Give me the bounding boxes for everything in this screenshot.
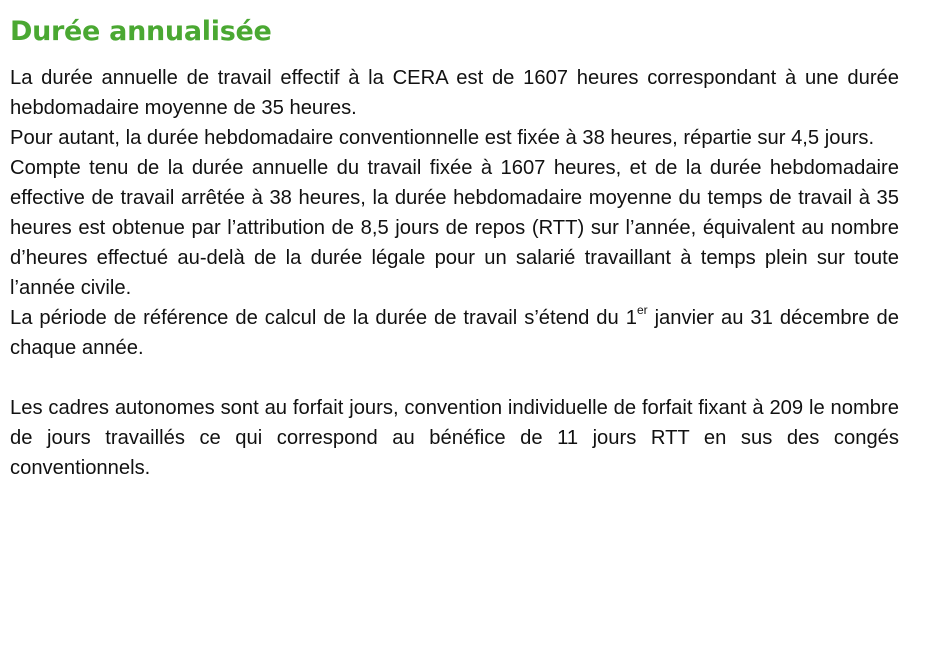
paragraph-conventional-duration: Pour autant, la durée hebdomadaire conventionnelle est fixée à 38 heures, répartie sur 4,5 jours.: [10, 127, 875, 149]
paragraph-annual-duration: La durée annuelle de travail effectif à la CERA est de 1607 heures correspondant à une durée hebdomadaire moyenne de 35 heures.: [10, 67, 899, 119]
paragraph-cadres-forfait: Les cadres autonomes sont au forfait jours, convention individuelle de forfait fixant à 209 le nombre de jours travaillés ce qui correspond au bénéfice de 11 jours RTT en sus des congés conventionnels.: [10, 397, 899, 479]
ordinal-superscript: er: [636, 303, 648, 318]
reference-period-text-end: janvier au 31 décembre de chaque année.: [10, 307, 899, 359]
document-page: [10, 12, 899, 483]
paragraph-reference-period: [10, 303, 899, 363]
reference-period-text-start: La période de référence de calcul de la durée de travail s’étend du 1: [10, 307, 637, 329]
paragraph-rtt-calculation: Compte tenu de la durée annuelle du travail fixée à 1607 heures, et de la durée hebdomadaire effective de travail arrêtée à 38 heures, la durée hebdomadaire moyenne du temps de travail à 35 heures est obtenue par l’attribution de 8,5 jours de repos (RTT) sur l’année, équivalent au nombre d’heures effectué au-delà de la durée légale pour un salarié travaillant à temps plein sur toute l’année civile.: [10, 157, 899, 299]
section-title: Durée annualisée: [10, 16, 272, 47]
